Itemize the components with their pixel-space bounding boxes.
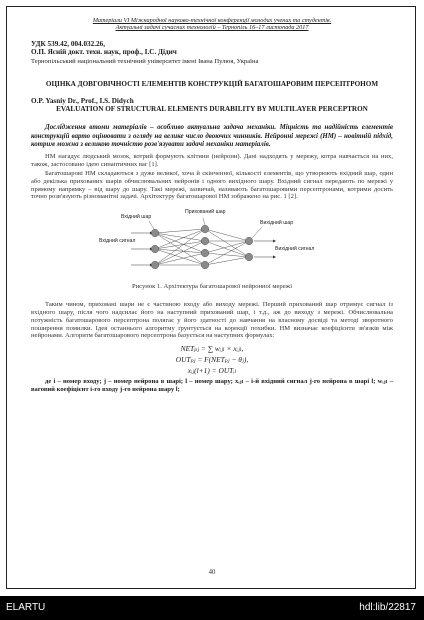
network-figure bbox=[97, 209, 327, 281]
udk-code: УДК 539.42, 004.032.26, bbox=[31, 39, 106, 48]
conference-header bbox=[31, 17, 393, 32]
authors-ua: О.П. Ясній докт. техн. наук, проф., І.С. Дідич bbox=[31, 48, 177, 57]
formula-definitions: де i – номер входу; j – номер нейрона в шарі; l – номер шару; xᵢⱼₗ – i-й вхідний сигнал j-го нейрона в шарі l; wᵢⱼₗ – ваговий коефіцієнт i-го входу j-го нейрона шару l; bbox=[31, 378, 393, 394]
conference-header-line-1: Матеріали VI Міжнародної науково-технічної конференції молодих учених та студентів. bbox=[92, 17, 332, 24]
paragraph-1: НМ нагадує людський мозок, котрий формують клітини (нейрони). Дані надходять у мережу, котра навчається на них, також, застосовано ідею синаптичних ваг [1]. bbox=[31, 153, 393, 169]
paragraph-2: Багатошарові НМ складаються з дуже великої, хоча й скінченної, кількості елементів, що утворюють вхідний шар, один або декілька прихованих шарів обчислювальних нейронів і одного вихідного шару. Вхідний сигнал передають по мережі у прямому напрямку – від шару до шару. Такі мережі, зазвичай, називають багатошаровими персептронами, котрими досить точно розв'язують різноманітні задачі. Архітектуру багатошарової НМ зображено на рис. 1 [2]. bbox=[31, 170, 393, 201]
figure-caption: Рисунок 1. Архітектура багатошарової нейронної мережі bbox=[131, 283, 293, 291]
hidden-node-3 bbox=[201, 249, 209, 257]
hidden-node-2 bbox=[201, 237, 209, 245]
formula-out: OUTₚⱼ = F(NETₚⱼ − θⱼ), bbox=[175, 355, 249, 365]
output-signal-label: Вихідний сигнал bbox=[275, 246, 315, 253]
input-node-3 bbox=[151, 261, 159, 269]
udk-block bbox=[31, 40, 393, 57]
hidden-layer-label: Прихований шар bbox=[185, 209, 226, 216]
affiliation: Тернопільський національний технічний університет імені Івана Пулюя, Україна bbox=[31, 58, 259, 65]
paragraph-3: Таким чином, приховані шари не є частиною входу або виходу мережі. Перший прихований шар отримує сигнал із вхідного шару, після чого надсилає його на наступний прихований шар, і т.д., аж до виходу з мережі. Обчислювальна потужність багатошарового персептрона полягає у його здатності до навчання на власному досвіді та методі зворотного поширення помилки. Ідея останнього алгоритму ґрунтується на корекції похибки. НМ визначає коефіцієнти зв'язків між нейронами. Алгоритм багатошарового персептрона базується на наступних формулах: bbox=[31, 301, 393, 340]
input-signal-label: Вхідний сигнал bbox=[99, 238, 136, 245]
output-node-1 bbox=[245, 237, 253, 245]
arrow-heads bbox=[150, 232, 276, 267]
page-frame bbox=[6, 6, 416, 589]
output-layer-label: Вихідний шар bbox=[260, 220, 294, 227]
formula-x: xᵢⱼ(l+1) = OUTᵢₗ bbox=[187, 366, 237, 376]
conference-header-line-2: Актуальні задачі сучасних технологій – Тернопіль 16–17 листопада 2017 bbox=[115, 24, 309, 32]
network-connections bbox=[155, 229, 249, 265]
input-layer-label: Вхідний шар bbox=[121, 214, 152, 221]
hidden-node-4 bbox=[201, 261, 209, 269]
repository-name: ELARTU bbox=[6, 602, 46, 613]
output-node-2 bbox=[245, 253, 253, 261]
authors-en: O.P. Yasniy Dr., Prof., I.S. Didych bbox=[31, 96, 134, 105]
title-en: EVALUATION OF STRUCTURAL ELEMENTS DURABILITY BY MULTILAYER PERCEPTRON bbox=[56, 105, 368, 114]
abstract: Дослідження втоми матеріалів – особливо актуальна задача механіки. Міцність та надійність елементів конструкцій варто оцінювати з огляду на велике число двоючих чинників. Нейронні мережі (НМ) – новітній підхід, котрим можна з великою точністю розв'язувати задачі механіки матеріалів. bbox=[31, 124, 393, 148]
input-node-1 bbox=[151, 229, 159, 237]
formula-net: NETₚⱼ = ∑ wᵢⱼₗ × xᵢⱼₗ, bbox=[180, 344, 244, 354]
input-node-2 bbox=[151, 245, 159, 253]
handle-id: hdl:lib/22817 bbox=[359, 602, 416, 613]
document-page bbox=[31, 17, 393, 576]
hidden-node-1 bbox=[201, 225, 209, 233]
page-number: 40 bbox=[208, 569, 216, 576]
repository-footer bbox=[0, 596, 424, 620]
title-ua: ОЦІНКА ДОВГОВІЧНОСТІ ЕЛЕМЕНТІВ КОНСТРУКЦІЙ БАГАТОШАРОВИМ ПЕРСЕПТРОНОМ bbox=[45, 80, 379, 88]
